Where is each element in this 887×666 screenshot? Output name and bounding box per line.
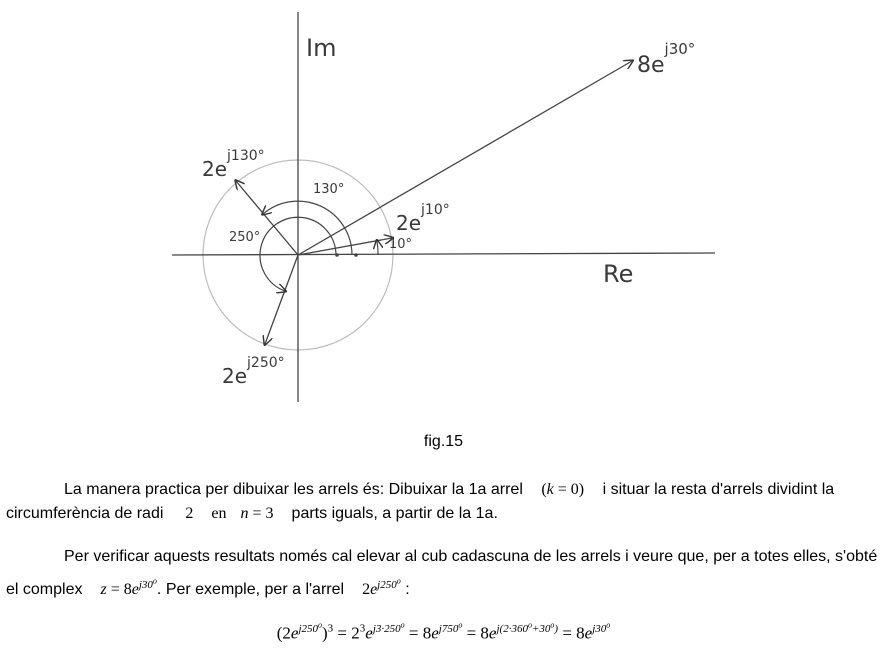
axis-label-re: Re	[603, 260, 634, 288]
radius-value: 2	[185, 505, 194, 522]
arc-130	[263, 201, 352, 255]
root-expression: $2e^{j250^o}$	[362, 576, 401, 598]
axis-label-im: Im	[306, 34, 337, 62]
figure-caption: fig.15	[423, 433, 464, 450]
p2-text-2: . Per exemple, per a l'arrel	[156, 580, 345, 598]
axis-tick-dot	[335, 253, 339, 257]
angle-label-130: 130°	[313, 182, 345, 197]
n-expression: n = 3	[240, 505, 274, 522]
en-word: en	[211, 505, 227, 522]
p2-text-3: :	[405, 580, 410, 598]
p1-text-3: parts iguals, a partir de la 1a.	[291, 505, 498, 522]
label-root-130: $2e^{j130^\circ}$	[202, 148, 265, 181]
angle-label-10: 10°	[389, 237, 413, 252]
label-8e30: $8e^{j30^\circ}$	[637, 40, 696, 78]
real-axis	[172, 253, 715, 255]
angle-label-250: 250°	[229, 230, 261, 245]
p2-text-1: Per verificar aquests resultats només cal elevar al cub cadascuna de les arrels i veure que, per a totes elles, s'obté el complex	[6, 548, 878, 598]
label-root-250: $2e^{j250^\circ}$	[222, 355, 285, 388]
label-root-10: $2e^{j10^\circ}$	[396, 202, 450, 235]
k-expression: (k = 0)	[541, 481, 585, 498]
vector-8e-30	[298, 61, 632, 255]
p1-text-2: i situar la resta d'arrels dividint la circumferència de radi	[6, 481, 835, 522]
cube-equation: $(2e^{j250^o})^3 = 2^3e^{j3\cdot 250^o} = 8e^{j750^o} = 8e^{j(2\cdot 360^o+30^o)} = 8e^{j30^o}$	[276, 620, 611, 643]
z-expression: $z = 8e^{j30^o}$	[100, 576, 157, 598]
vector-root-250	[265, 255, 298, 344]
paragraph-verification	[6, 545, 880, 602]
paragraph-roots-method	[6, 478, 880, 526]
arc-10	[377, 241, 378, 255]
p1-text-1: La manera practica per dibuixar les arrels és: Dibuixar la 1a arrel	[64, 481, 523, 498]
axis-tick-dot	[354, 253, 358, 257]
